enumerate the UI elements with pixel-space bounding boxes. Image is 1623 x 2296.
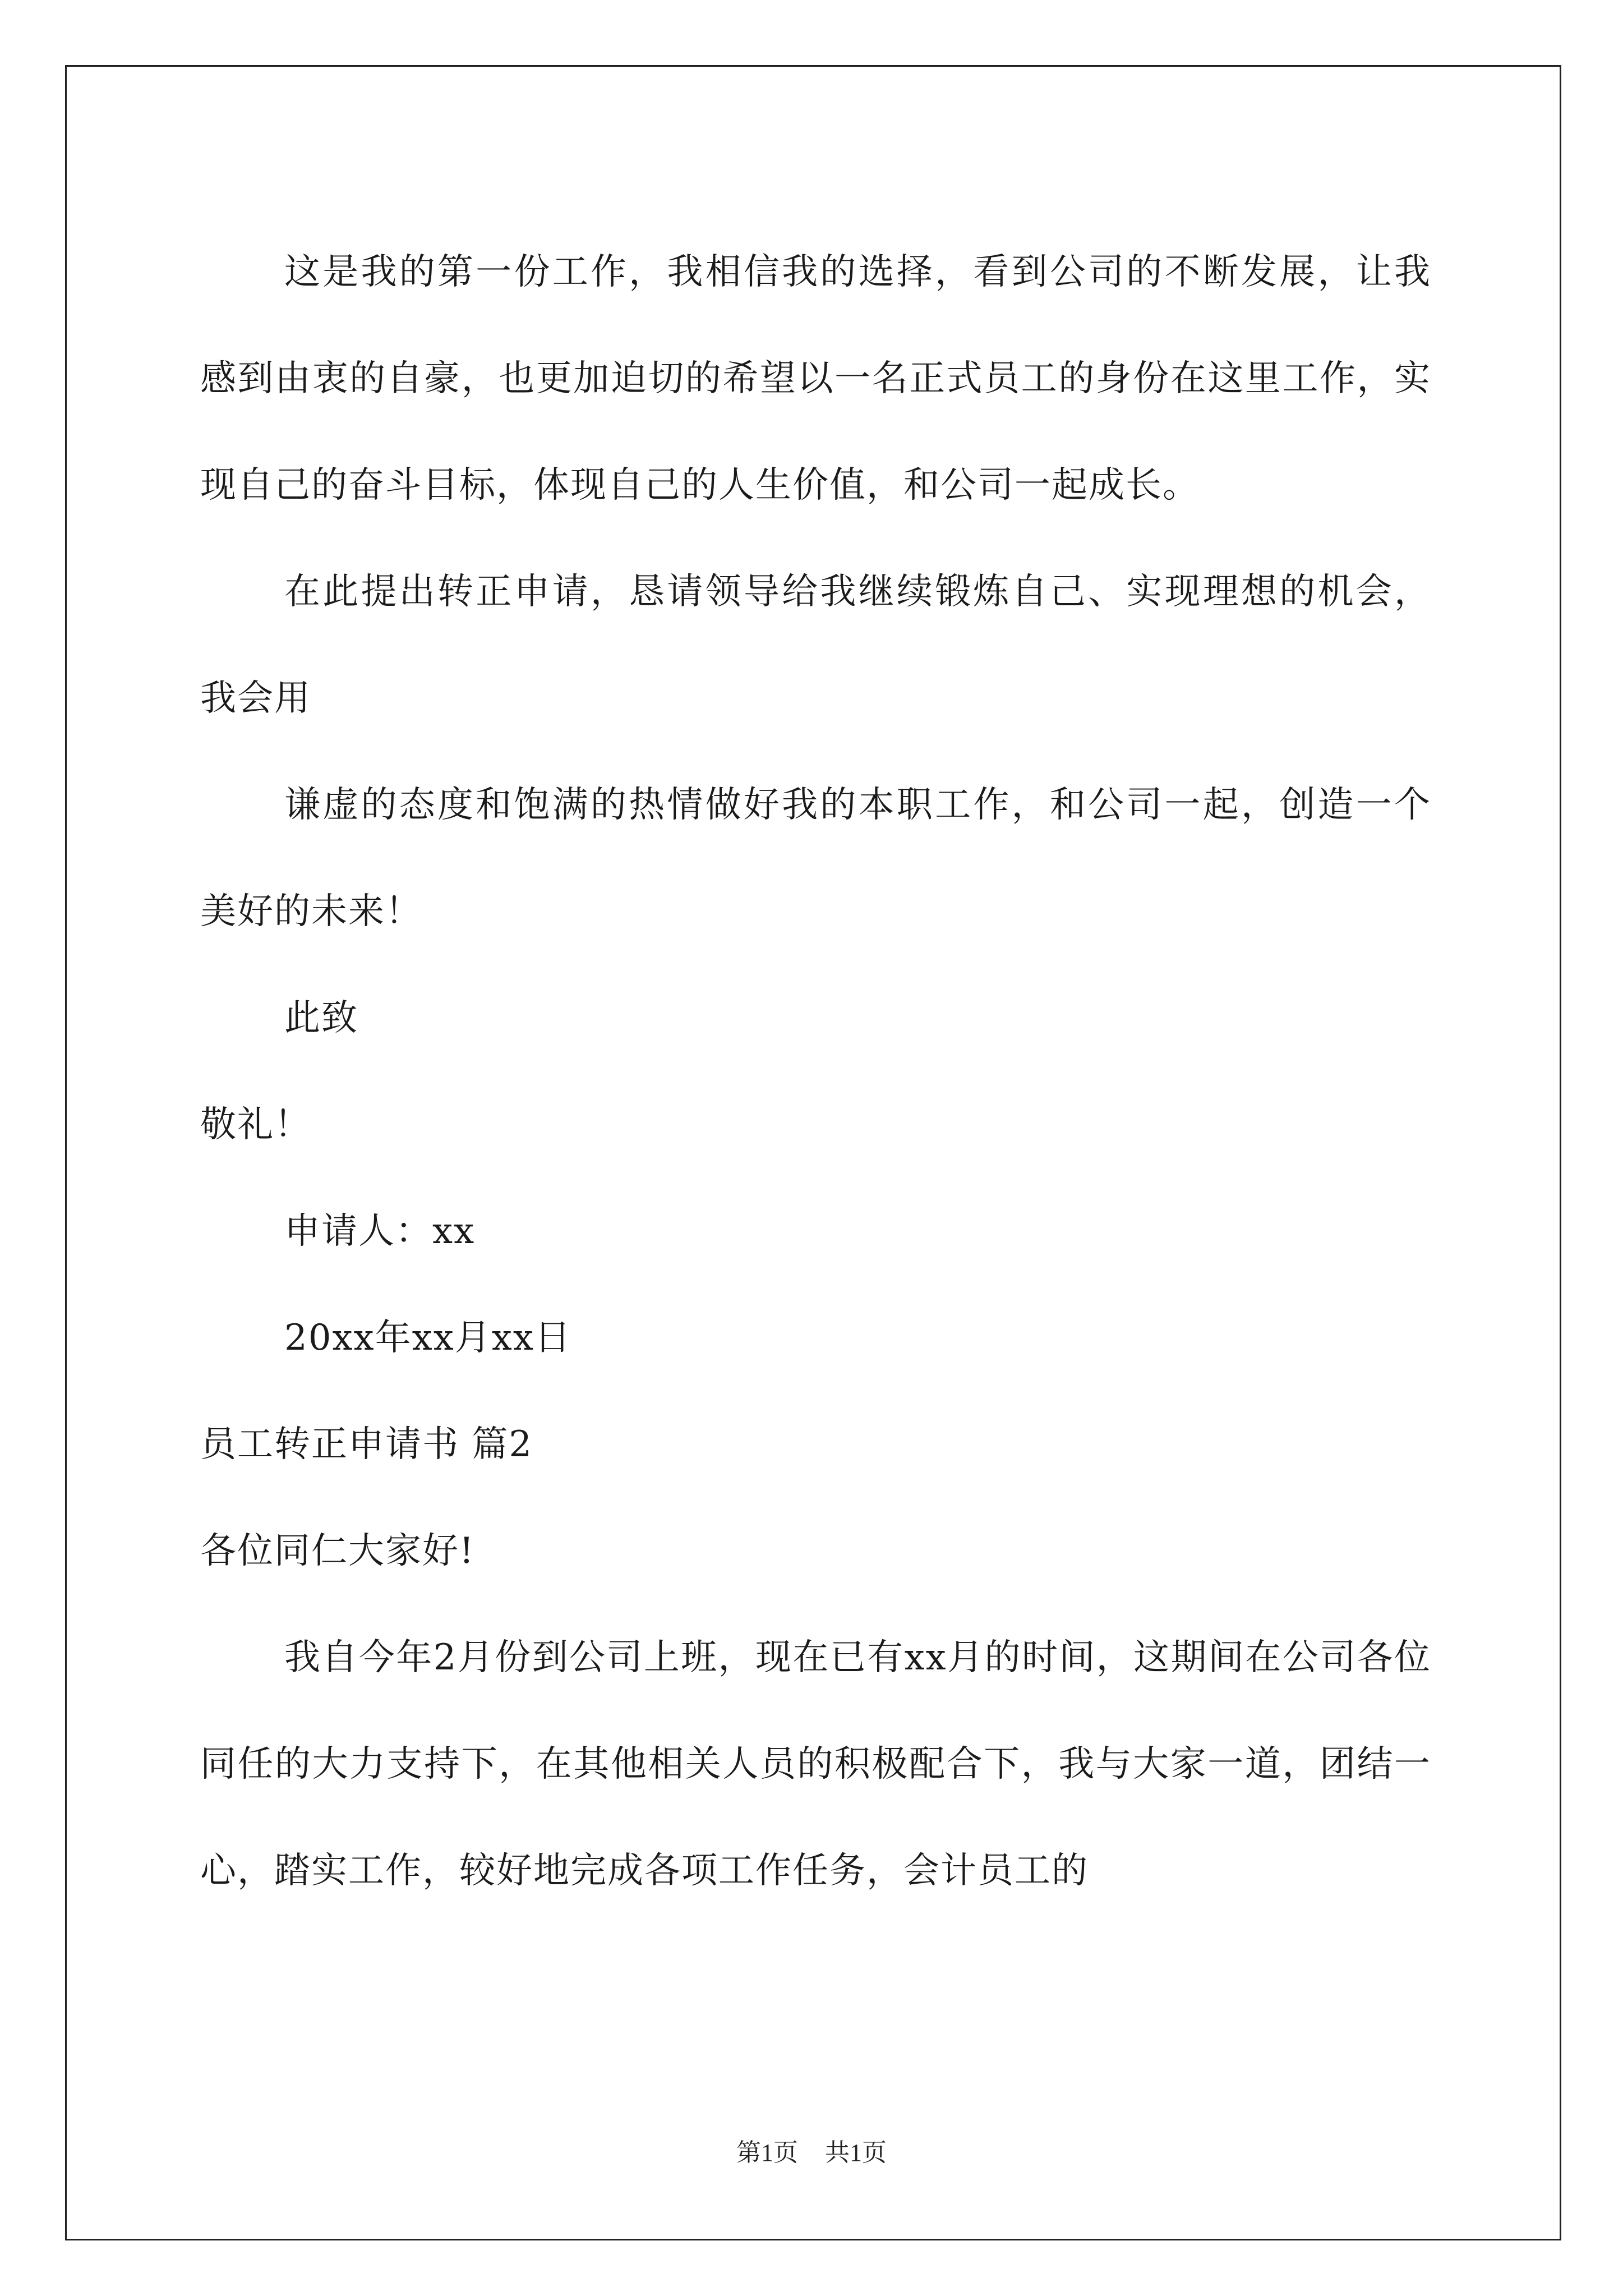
page-footer (0, 2136, 1623, 2170)
page-number: 第1页 (736, 2139, 798, 2166)
page-total: 共1页 (825, 2139, 887, 2166)
application-date: 20xx年xx月xx日 (284, 1317, 571, 1359)
paragraph-application-request: 在此提出转正申请，恳请领导给我继续锻炼自己、实现理想的机会，我会用 (200, 571, 1431, 719)
applicant-signature: 申请人：xx (284, 1211, 476, 1252)
document-body (200, 219, 1431, 1924)
paragraph-career-statement: 这是我的第一份工作，我相信我的选择，看到公司的不断发展，让我感到由衷的自豪，也更加迫切的希望以一名正式员工的身份在这里工作，实现自己的奋斗目标，体现自己的人生价值，和公司一起成长。 (200, 251, 1431, 506)
closing-salutation: 此致 (284, 997, 358, 1039)
paragraph-work-summary: 我自今年2月份到公司上班，现在已有xx月的时间，这期间在公司各位同任的大力支持下，在其他相关人员的积极配合下，我与大家一道，团结一心，踏实工作，较好地完成各项工作任务，会计员工的 (200, 1637, 1431, 1892)
greeting: 各位同仁大家好! (200, 1530, 475, 1572)
paragraph-commitment: 谦虚的态度和饱满的热情做好我的本职工作，和公司一起，创造一个美好的未来！ (200, 784, 1431, 932)
closing-regards: 敬礼！ (200, 1104, 311, 1145)
section-heading: 员工转正申请书 篇2 (200, 1424, 533, 1465)
